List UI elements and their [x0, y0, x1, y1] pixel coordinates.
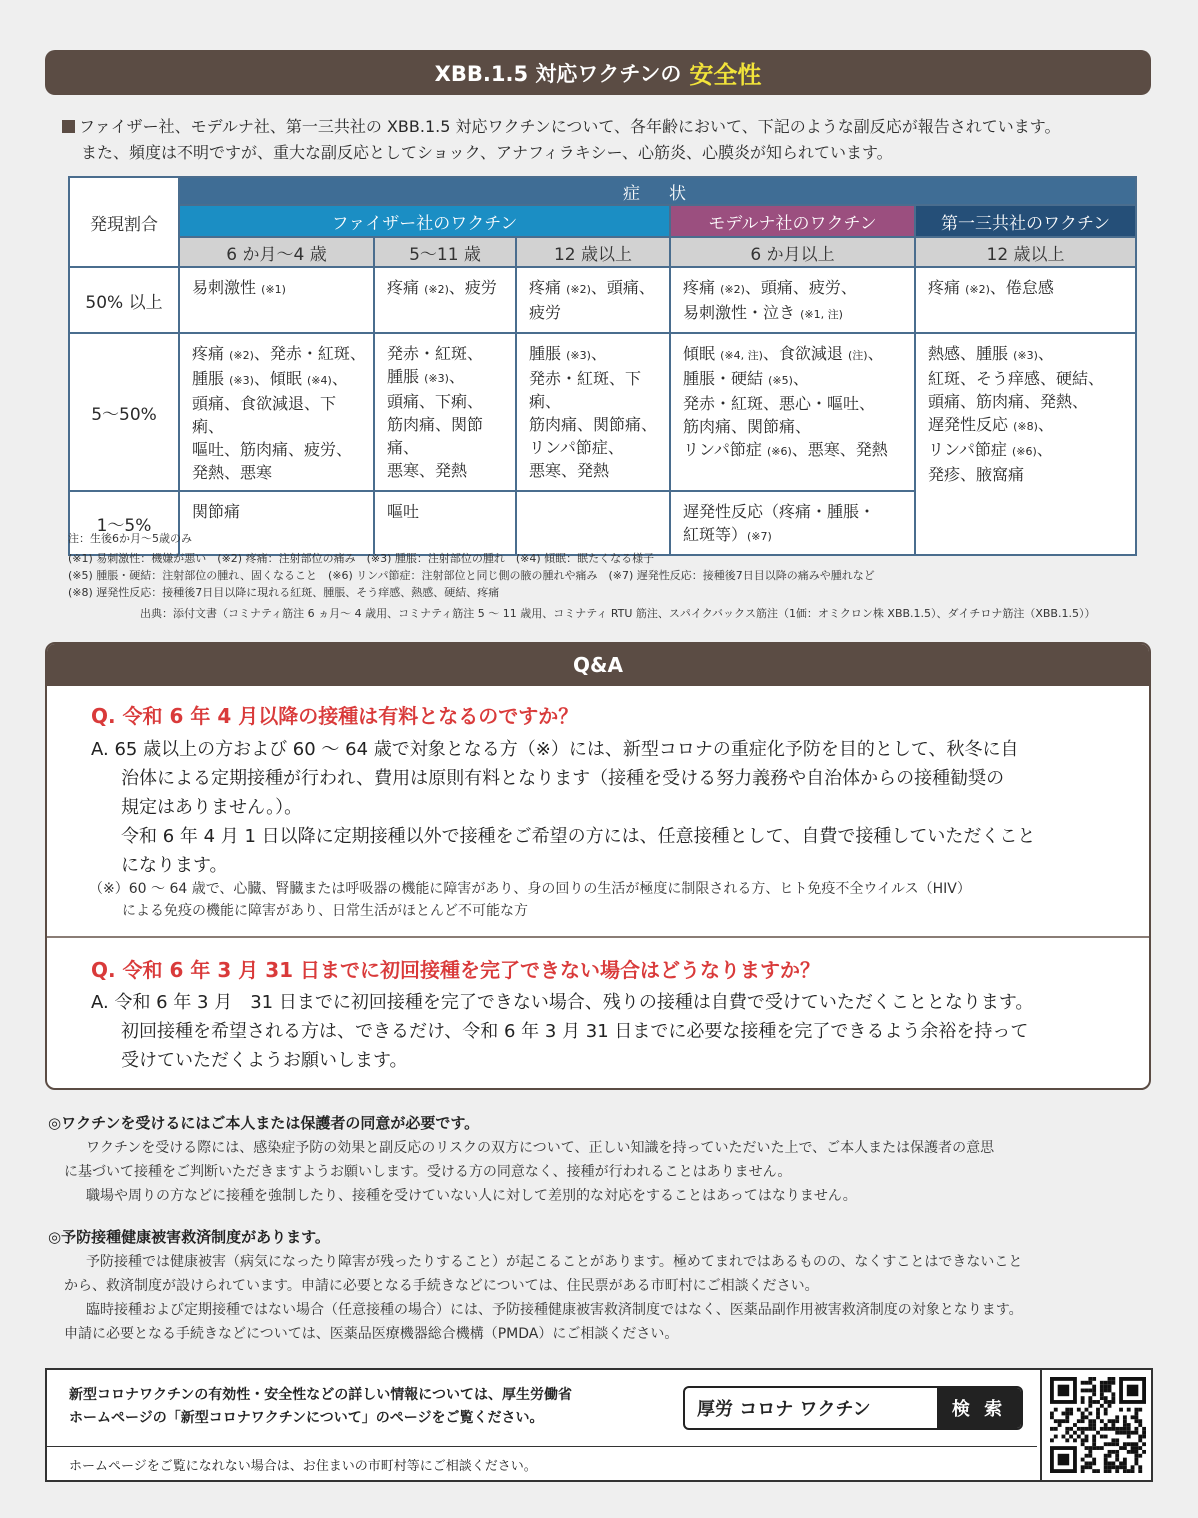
paragraph-line: に基づいて接種をご判断いただきますようお願いします。受ける方の同意なく、接種が行われることはありません。: [64, 1164, 792, 1180]
rate-label: 1〜5%: [69, 491, 179, 555]
intro-line-2: また、頻度は不明ですが、重大な副反応としてショック、アナフィラキシー、心筋炎、心膜炎が知られています。: [81, 143, 893, 162]
footnote-line: による免疫の機能に障害があり、日常生活がほとんど不可能な方: [122, 903, 528, 919]
paragraph-line: ワクチンを受ける際には、感染症予防の効果と副反応のリスクの双方について、正しい知識を持っていただいた上で、ご本人または保護者の意思: [86, 1140, 995, 1156]
answer-2: [91, 988, 1033, 1075]
rate-label: 50% 以上: [69, 267, 179, 333]
consent-title: ◎ワクチンを受けるにはご本人または保護者の同意が必要です。: [48, 1114, 480, 1132]
banner-accent: 安全性: [689, 61, 762, 89]
table-source: 出典：添付文書（コミナティ筋注 6 ヵ月〜 4 歳用、コミナティ筋注 5 〜 11 歳用、コミナティ RTU 筋注、スパイクバックス筋注（1価：オミクロン株 XBB.1.5）、ダイチロナ筋注（XBB.1.5））: [140, 607, 1096, 620]
symptom-cell: 嘔吐: [374, 491, 516, 555]
symptom-cell: 発赤・紅斑、 腫脹 (※3)、 頭痛、下痢、 筋肉痛、関節痛、 悪寒、発熱: [374, 333, 516, 491]
qa-title: Q&A: [47, 644, 1149, 686]
qa-panel: [45, 642, 1151, 1090]
square-bullet-icon: [62, 120, 75, 133]
answer-line: 初回接種を希望される方は、できるだけ、令和 6 年 3 月 31 日までに必要な接種を完了できるよう余裕を持って: [121, 1021, 1029, 1042]
answer-line: 受けていただくようお願いします。: [121, 1050, 408, 1071]
answer-line: になります。: [121, 855, 228, 876]
table-note: (※1) 易刺激性：機嫌が悪い (※2) 疼痛：注射部位の痛み (※3) 腫脹：注射部位の腫れ (※4) 傾眠：眠たくなる様子: [68, 552, 655, 565]
search-button[interactable]: 検 索: [937, 1388, 1021, 1428]
rate-label: 5〜50%: [69, 333, 179, 491]
symptom-cell: 疼痛 (※2)、頭痛、疲労、 易刺激性・泣き (※1, 注): [670, 267, 915, 333]
symptom-cell: 傾眠 (※4, 注)、食欲減退 (注)、 腫脹・硬結 (※5)、 発赤・紅斑、悪心・嘔吐、 筋肉痛、関節痛、 リンパ節症 (※6)、悪寒、発熱: [670, 333, 915, 491]
qr-code-graphic: [1050, 1377, 1146, 1473]
footnote-line: （※）60 〜 64 歳で、心臓、腎臓または呼吸器の機能に障害があり、身の回りの生活が極度に制限される方、ヒト免疫不全ウイルス（HIV）: [89, 881, 971, 897]
qa-divider: [47, 936, 1149, 938]
footer-note: ホームページをご覧になれない場合は、お住まいの市町村等にご相談ください。: [69, 1459, 537, 1474]
age-header: 6 か月以上: [670, 237, 915, 267]
footer-line: 新型コロナワクチンの有効性・安全性などの詳しい情報については、厚生労働省: [69, 1387, 573, 1403]
relief-title: ◎予防接種健康被害救済制度があります。: [48, 1228, 330, 1246]
symptom-cell: 易刺激性 (※1): [179, 267, 374, 333]
age-header: 6 か月〜4 歳: [179, 237, 374, 267]
symptom-cell: 熱感、腫脹 (※3)、 紅斑、そう痒感、硬結、 頭痛、筋肉痛、発熱、 遅発性反応 (※8)、 リンパ節症 (※6)、 発疹、腋窩痛: [915, 333, 1136, 555]
answer-1: [91, 735, 1035, 880]
answer-line: 令和 6 年 4 月 1 日以降に定期接種以外で接種をご希望の方には、任意接種として、自費で接種していただくこと: [121, 826, 1036, 847]
consent-text: [64, 1136, 1154, 1208]
intro-line-1: ファイザー社、モデルナ社、第一三共社の XBB.1.5 対応ワクチンについて、各年齢において、下記のような副反応が報告されています。: [79, 117, 1061, 136]
paragraph-line: 予防接種では健康被害（病気になったり障害が残ったりすること）が起こることがあります。極めてまれではあるものの、なくすことはできないこと: [86, 1254, 1023, 1270]
table-note: (※5) 腫脹・硬結：注射部位の腫れ、固くなること (※6) リンパ節症：注射部位と同じ側の腋の腫れや痛み (※7) 遅発性反応：接種後7日目以降の痛みや腫れなど: [68, 569, 875, 582]
footer-divider: [47, 1446, 1037, 1447]
table-note: (※8) 遅発性反応：接種後7日目以降に現れる紅斑、腫脹、そう痒感、熱感、硬結、疼痛: [68, 586, 500, 599]
answer-footnote: [89, 878, 971, 922]
symptom-cell: 疼痛 (※2)、発赤・紅斑、 腫脹 (※3)、傾眠 (※4)、 頭痛、食欲減退、下痢、 嘔吐、筋肉痛、疲労、 発熱、悪寒: [179, 333, 374, 491]
age-header: 12 歳以上: [516, 237, 670, 267]
age-header: 12 歳以上: [915, 237, 1136, 267]
answer-line: 治体による定期接種が行われ、費用は原則有料となります（接種を受ける努力義務や自治体からの接種勧奨の: [121, 768, 1005, 789]
search-box[interactable]: [683, 1386, 1023, 1430]
relief-text: [64, 1250, 1154, 1346]
answer-line: A. 令和 6 年 3 月 31 日までに初回接種を完了できない場合、残りの接種は自費で受けていただくこととなります。: [91, 992, 1034, 1013]
qr-code-icon[interactable]: [1040, 1368, 1153, 1482]
symptom-cell: 関節痛: [179, 491, 374, 555]
symptom-cell: 疼痛 (※2)、倦怠感: [915, 267, 1136, 333]
daiichi-header: 第一三共社のワクチン: [915, 205, 1136, 237]
symptom-cell: 遅発性反応（疼痛・腫脹・ 紅斑等）(※7): [670, 491, 915, 555]
symptom-cell: 疼痛 (※2)、疲労: [374, 267, 516, 333]
search-input[interactable]: 厚労 コロナ ワクチン: [697, 1399, 871, 1420]
side-effects-table: [68, 176, 1137, 556]
symptom-cell: 腫脹 (※3)、 発赤・紅斑、下痢、 筋肉痛、関節痛、 リンパ節症、 悪寒、発熱: [516, 333, 670, 491]
answer-line: 規定はありません。）。: [121, 797, 303, 818]
paragraph-line: 臨時接種および定期接種ではない場合（任意接種の場合）には、予防接種健康被害救済制度ではなく、医薬品副作用被害救済制度の対象となります。: [86, 1302, 1023, 1318]
age-header: 5〜11 歳: [374, 237, 516, 267]
symptom-cell: 疼痛 (※2)、頭痛、 疲労: [516, 267, 670, 333]
paragraph-line: から、救済制度が設けられています。申請に必要となる手続きなどについては、住民票がある市町村にご相談ください。: [64, 1278, 819, 1294]
rate-header: 発現割合: [69, 177, 179, 267]
table-row: [69, 267, 1136, 333]
question-2: Q. 令和 6 年 3 月 31 日までに初回接種を完了できない場合はどうなりますか？: [91, 958, 821, 982]
table-note: 注：生後6か月〜5歳のみ: [68, 532, 192, 545]
symptom-header: 症 状: [179, 177, 1136, 205]
section-banner: [45, 50, 1151, 95]
paragraph-line: 職場や周りの方などに接種を強制したり、接種を受けていない人に対して差別的な対応をすることはあってはなりません。: [86, 1188, 857, 1204]
symptom-cell: [516, 491, 670, 555]
moderna-header: モデルナ社のワクチン: [670, 205, 915, 237]
info-footer: [45, 1368, 1153, 1482]
paragraph-line: 申請に必要となる手続きなどについては、医薬品医療機器総合機構（PMDA）にご相談ください。: [64, 1326, 679, 1342]
table-row: [69, 333, 1136, 491]
footer-line: ホームページの「新型コロナワクチンについて」のページをご覧ください。: [69, 1410, 544, 1426]
question-1: Q. 令和 6 年 4 月以降の接種は有料となるのですか？: [91, 704, 579, 728]
pfizer-header: ファイザー社のワクチン: [179, 205, 670, 237]
intro-text: [62, 114, 1162, 166]
answer-line: A. 65 歳以上の方および 60 〜 64 歳で対象となる方（※）には、新型コロナの重症化予防を目的として、秋冬に自: [91, 739, 1019, 760]
footer-info: [69, 1384, 572, 1430]
banner-title: XBB.1.5 対応ワクチンの: [434, 61, 682, 86]
